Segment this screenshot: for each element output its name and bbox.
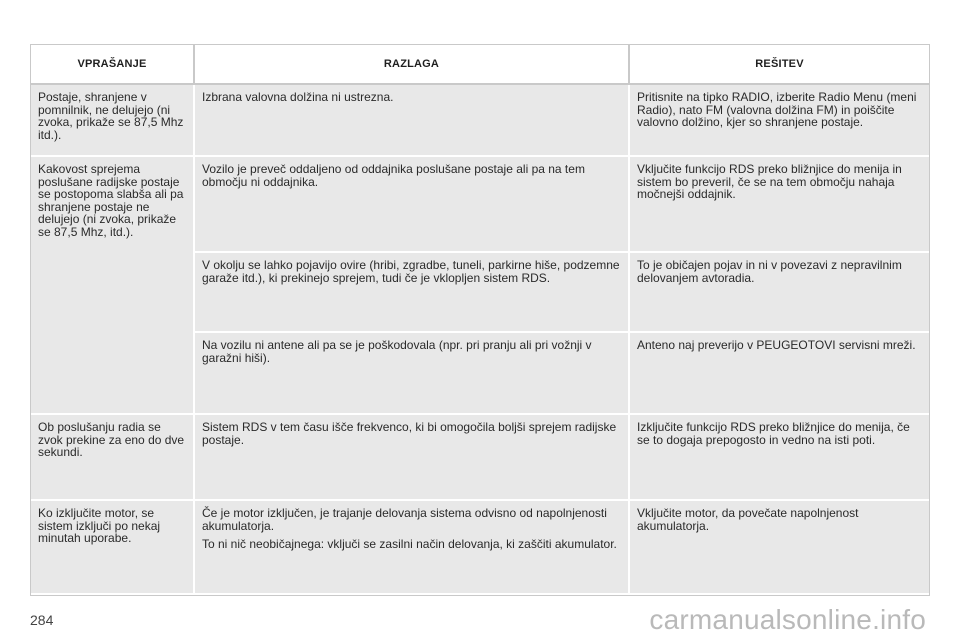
solution-cell: Vključite funkcijo RDS preko bližnjice do menija in sistem bo preveril, če se na tem območju nahaja močnejši oddajnik. bbox=[629, 156, 929, 252]
solution-cell: Vključite motor, da povečate napolnjenost akumulatorja. bbox=[629, 500, 929, 594]
question-cell: Postaje, shranjene v pomnilnik, ne delujejo (ni zvoka, prikaže se 87,5 Mhz itd.). bbox=[31, 84, 194, 156]
explanation-cell: Sistem RDS v tem času išče frekvenco, ki bi omogočila boljši sprejem radijske postaje. bbox=[194, 414, 629, 500]
explanation-paragraph: To ni nič neobičajnega: vključi se zasilni način delovanja, ki zaščiti akumulator. bbox=[202, 537, 617, 551]
solution-cell: To je običajen pojav in ni v povezavi z nepravilnim delovanjem avtoradia. bbox=[629, 252, 929, 332]
header-explanation: RAZLAGA bbox=[194, 45, 629, 84]
question-cell: Ob poslušanju radia se zvok prekine za eno do dve sekundi. bbox=[31, 414, 194, 500]
header-question: VPRAŠANJE bbox=[31, 45, 194, 84]
table-row bbox=[31, 156, 929, 252]
solution-cell: Izključite funkcijo RDS preko bližnjice do menija, če se to dogaja prepogosto in vedno na isti poti. bbox=[629, 414, 929, 500]
table-row bbox=[31, 500, 929, 594]
explanation-cell: V okolju se lahko pojavijo ovire (hribi, zgradbe, tuneli, parkirne hiše, podzemne garaže itd.), ki prekinejo sprejem, tudi če je vklopljen sistem RDS. bbox=[194, 252, 629, 332]
explanation-cell: Vozilo je preveč oddaljeno od oddajnika poslušane postaje ali pa na tem območju ni oddajnika. bbox=[194, 156, 629, 252]
header-solution: REŠITEV bbox=[629, 45, 929, 84]
explanation-cell: Izbrana valovna dolžina ni ustrezna. bbox=[194, 84, 629, 156]
troubleshooting-table bbox=[31, 45, 929, 595]
table-row bbox=[31, 84, 929, 156]
question-cell: Kakovost sprejema poslušane radijske postaje se postopoma slabša ali pa shranjene postaje ne delujejo (ni zvoka, prikaže se 87,5 Mhz, itd.). bbox=[31, 156, 194, 414]
solution-cell: Pritisnite na tipko RADIO, izberite Radio Menu (meni Radio), nato FM (valovna dolžina FM) in poiščite valovno dolžino, kjer so shranjene postaje. bbox=[629, 84, 929, 156]
watermark-text: carmanualsonline.info bbox=[649, 604, 926, 635]
page-number: 284 bbox=[30, 612, 54, 628]
question-cell: Ko izključite motor, se sistem izključi po nekaj minutah uporabe. bbox=[31, 500, 194, 594]
explanation-paragraph: Če je motor izključen, je trajanje delovanja sistema odvisno od napolnjenosti akumulatorja. bbox=[202, 506, 607, 533]
solution-cell: Anteno naj preverijo v PEUGEOTOVI servisni mreži. bbox=[629, 332, 929, 414]
table-header-row bbox=[31, 45, 929, 84]
explanation-cell: Na vozilu ni antene ali pa se je poškodovala (npr. pri pranju ali pri vožnji v garažni hiši). bbox=[194, 332, 629, 414]
troubleshooting-table-frame bbox=[30, 44, 930, 596]
explanation-cell bbox=[194, 500, 629, 594]
table-row bbox=[31, 414, 929, 500]
